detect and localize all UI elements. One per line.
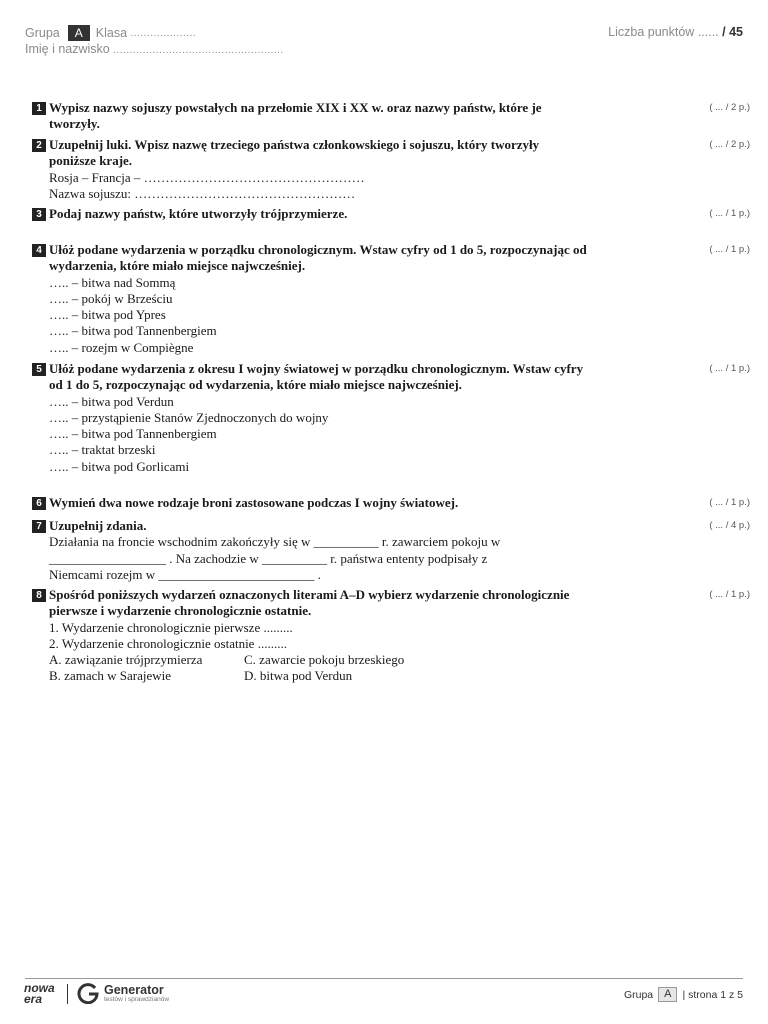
question-number: 3 bbox=[32, 208, 46, 221]
order-item[interactable]: ….. – rozejm w Compiègne bbox=[49, 339, 194, 355]
question-4 bbox=[32, 242, 750, 356]
question-points: ( ... / 4 p.) bbox=[709, 520, 750, 531]
nowa-era-logo bbox=[24, 983, 55, 1005]
option-a: A. zawiązanie trójprzymierza bbox=[49, 652, 203, 668]
question-8 bbox=[32, 587, 750, 685]
footer-group-label: Grupa bbox=[623, 988, 654, 1001]
fill-line[interactable]: Niemcami rozejm w ________________________ . bbox=[49, 566, 321, 582]
worksheet-header bbox=[25, 25, 743, 59]
name-field[interactable]: .................................................... bbox=[113, 45, 284, 56]
option-b: B. zamach w Sarajewie bbox=[49, 668, 172, 684]
question-points: ( ... / 1 p.) bbox=[709, 244, 750, 255]
order-item[interactable]: ….. – bitwa pod Ypres bbox=[49, 307, 166, 323]
logo-separator bbox=[67, 984, 68, 1004]
question-number: 4 bbox=[32, 244, 46, 257]
footer-group-badge: A bbox=[658, 987, 677, 1002]
question-title: Ułóż podane wydarzenia z okresu I wojny światowej w porządku chronologicznym. Wstaw cyfry od 1 do 5, rozpoczynając od wydarzenia, które miało miejsce najwcześniej. bbox=[49, 361, 584, 393]
question-points: ( ... / 2 p.) bbox=[709, 102, 750, 113]
question-6 bbox=[32, 495, 750, 511]
answer-line[interactable]: 2. Wydarzenie chronologicznie ostatnie ......... bbox=[49, 635, 287, 651]
class-field[interactable]: .................... bbox=[130, 27, 197, 39]
question-points: ( ... / 1 p.) bbox=[709, 208, 750, 219]
question-1 bbox=[32, 100, 750, 133]
name-line bbox=[25, 42, 284, 56]
question-points: ( ... / 2 p.) bbox=[709, 139, 750, 150]
question-points: ( ... / 1 p.) bbox=[709, 589, 750, 600]
fill-line[interactable]: Nazwa sojuszu: …………………………………………… bbox=[49, 185, 356, 201]
order-item[interactable]: ….. – bitwa nad Sommą bbox=[49, 274, 176, 290]
question-points: ( ... / 1 p.) bbox=[709, 497, 750, 508]
question-number: 5 bbox=[32, 363, 46, 376]
group-class-line bbox=[25, 25, 196, 41]
question-number: 1 bbox=[32, 102, 46, 115]
logo-line-2: era bbox=[24, 992, 43, 1006]
question-7 bbox=[32, 518, 750, 583]
order-item[interactable]: ….. – traktat brzeski bbox=[49, 442, 156, 458]
question-number: 2 bbox=[32, 139, 46, 152]
question-number: 6 bbox=[32, 497, 46, 510]
order-item[interactable]: ….. – bitwa pod Verdun bbox=[49, 393, 174, 409]
question-points: ( ... / 1 p.) bbox=[709, 363, 750, 374]
page-indicator: | strona 1 z 5 bbox=[682, 988, 743, 1001]
generator-brand: Generator bbox=[104, 983, 164, 997]
order-item[interactable]: ….. – bitwa pod Gorlicami bbox=[49, 458, 190, 474]
fill-line[interactable]: Działania na froncie wschodnim zakończyły się w __________ r. zawarciem pokoju w bbox=[49, 534, 501, 550]
footer-page-info bbox=[624, 987, 743, 1002]
question-3 bbox=[32, 206, 750, 222]
group-badge: A bbox=[68, 25, 90, 41]
points-max: / 45 bbox=[722, 25, 743, 39]
group-label: Grupa bbox=[25, 26, 60, 40]
order-item[interactable]: ….. – pokój w Brześciu bbox=[49, 290, 173, 306]
question-title: Wymień dwa nowe rodzaje broni zastosowane podczas I wojny światowej. bbox=[49, 495, 459, 510]
question-title: Wypisz nazwy sojuszy powstałych na przełomie XIX i XX w. oraz nazwy państw, które je tworzyły. bbox=[49, 100, 542, 132]
points-total bbox=[608, 25, 743, 39]
generator-logo-icon bbox=[77, 982, 99, 1004]
question-title: Spośród poniższych wydarzeń oznaczonych literami A–D wybierz wydarzenie chronologicznie pierwsze i wydarzenie chronologicznie ostatnie. bbox=[49, 587, 570, 619]
points-label: Liczba punktów bbox=[608, 25, 695, 39]
logo-line-1: nowa bbox=[24, 981, 55, 995]
fill-line[interactable]: __________________ . Na zachodzie w __________ r. państwa ententy podpisały z bbox=[49, 550, 488, 566]
fill-line[interactable]: Rosja – Francja – …………………………………………… bbox=[49, 169, 365, 185]
option-d: D. bitwa pod Verdun bbox=[244, 668, 353, 684]
name-label: Imię i nazwisko bbox=[25, 42, 110, 56]
question-2 bbox=[32, 137, 750, 202]
generator-tagline: testów i sprawdzianów bbox=[104, 996, 170, 1003]
points-field[interactable]: ...... bbox=[697, 25, 719, 39]
answer-options bbox=[49, 652, 589, 685]
question-title: Podaj nazwy państw, które utworzyły trójprzymierze. bbox=[49, 206, 348, 221]
order-item[interactable]: ….. – bitwa pod Tannenbergiem bbox=[49, 323, 217, 339]
question-number: 8 bbox=[32, 589, 46, 602]
question-title: Ułóż podane wydarzenia w porządku chronologicznym. Wstaw cyfry od 1 do 5, rozpoczynając od wydarzenia, które miało miejsce najwcześniej. bbox=[49, 242, 587, 274]
class-label: Klasa bbox=[95, 26, 128, 40]
order-item[interactable]: ….. – przystąpienie Stanów Zjednoczonych do wojny bbox=[49, 409, 329, 425]
order-item[interactable]: ….. – bitwa pod Tannenbergiem bbox=[49, 426, 217, 442]
footer-divider bbox=[25, 978, 743, 979]
option-c: C. zawarcie pokoju brzeskiego bbox=[244, 652, 405, 668]
question-number: 7 bbox=[32, 520, 46, 533]
question-5 bbox=[32, 361, 750, 475]
question-title: Uzupełnij luki. Wpisz nazwę trzeciego państwa członkowskiego i sojuszu, który tworzyły poniższe kraje. bbox=[49, 137, 540, 169]
answer-line[interactable]: 1. Wydarzenie chronologicznie pierwsze ......... bbox=[49, 619, 293, 635]
question-title: Uzupełnij zdania. bbox=[49, 518, 147, 533]
